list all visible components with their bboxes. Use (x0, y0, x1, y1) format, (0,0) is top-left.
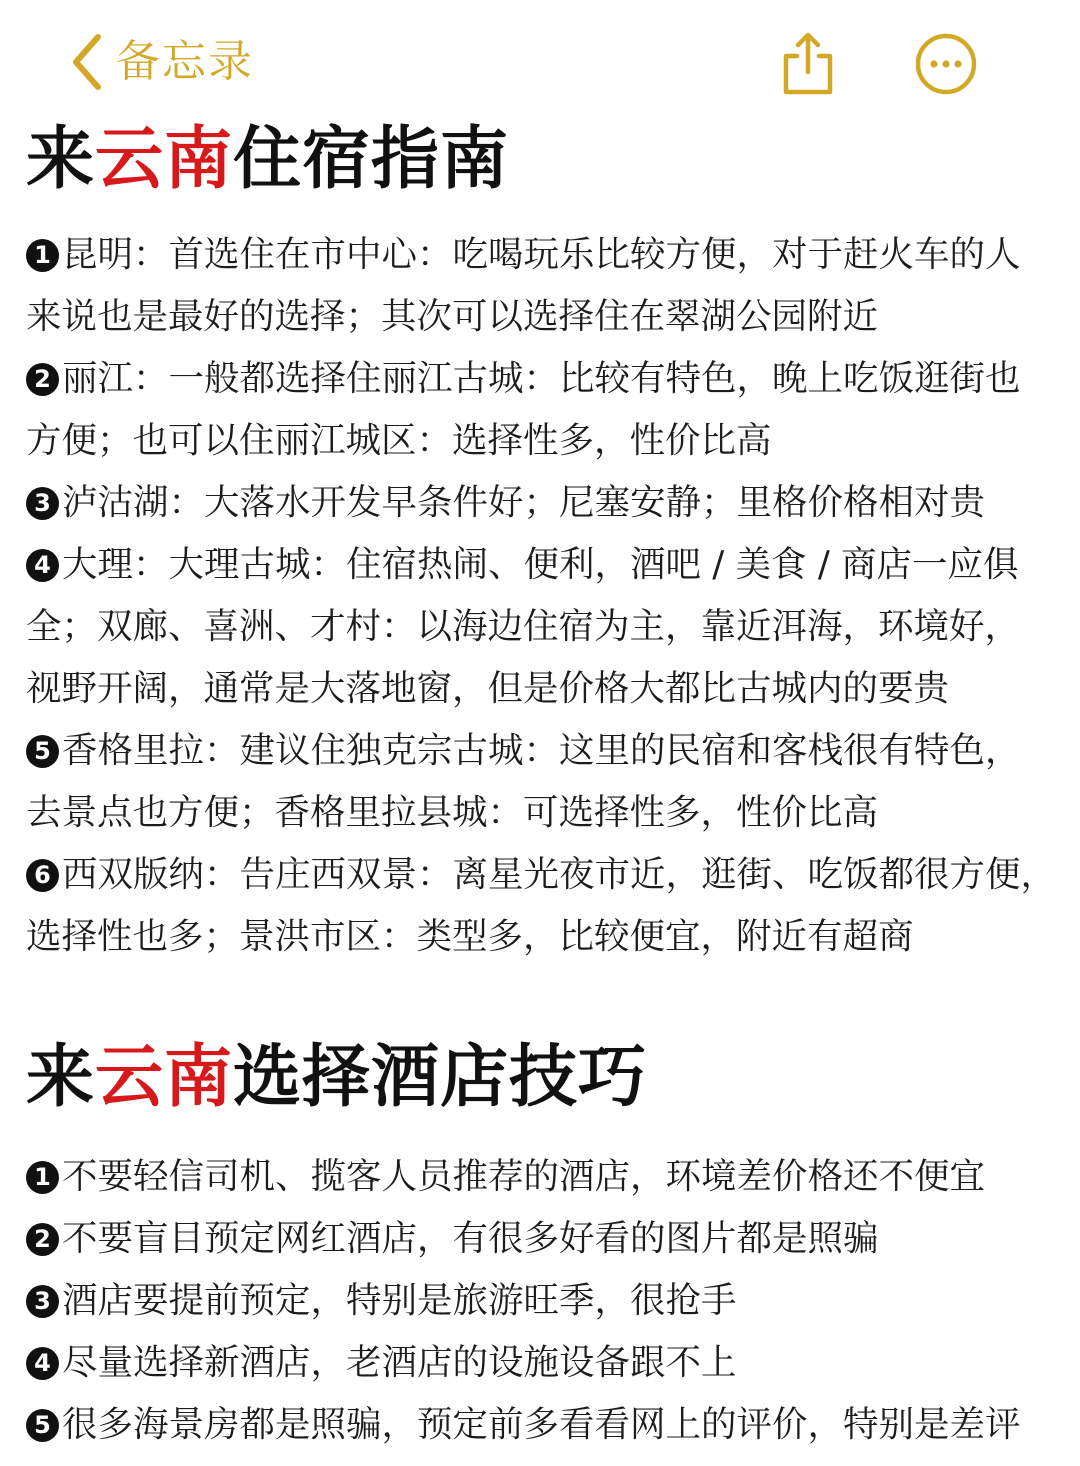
section2-body (26, 1146, 1060, 1456)
list-item-text: 不要轻信司机、揽客人员推荐的酒店，环境差价格还不便宜 (62, 1156, 986, 1197)
list-item (26, 658, 1060, 720)
section1-title-highlight: 云南 (95, 120, 234, 199)
number-badge: 3 (26, 1285, 59, 1318)
section2-title-highlight: 云南 (95, 1038, 234, 1117)
list-item (26, 224, 1060, 286)
list-item-text: 去景点也方便；香格里拉县城：可选择性多，性价比高 (26, 792, 879, 833)
nav-bar (0, 0, 1080, 120)
number-badge: 4 (26, 549, 59, 582)
list-item (26, 348, 1060, 410)
chevron-left-icon (70, 31, 104, 93)
list-item-text: 香格里拉：建议住独克宗古城：这里的民宿和客栈很有特色， (62, 730, 1021, 771)
list-item-text: 丽江：一般都选择住丽江古城：比较有特色，晚上吃饭逛街也 (62, 358, 1021, 399)
more-icon (914, 81, 978, 100)
list-item (26, 286, 1060, 348)
section1-title-suffix: 住宿指南 (233, 120, 510, 199)
list-item (26, 1146, 1060, 1208)
section2-title-suffix: 选择酒店技巧 (233, 1038, 648, 1117)
more-button[interactable] (914, 32, 978, 96)
section1-title (26, 120, 1060, 200)
number-badge: 1 (26, 1161, 59, 1194)
list-item-text: 泸沽湖：大落水开发早条件好；尼塞安静；里格价格相对贵 (62, 482, 986, 523)
section2-title (26, 1038, 1060, 1118)
section1-body (26, 224, 1060, 968)
list-item-text: 昆明：首选住在市中心：吃喝玩乐比较方便，对于赶火车的人 (62, 234, 1021, 275)
list-item (26, 844, 1060, 906)
list-item-text: 大理：大理古城：住宿热闹、便利，酒吧 / 美食 / 商店一应俱 (62, 544, 1019, 585)
share-button[interactable] (778, 30, 838, 96)
number-badge: 3 (26, 487, 59, 520)
list-item (26, 596, 1060, 658)
list-item-text: 西双版纳：告庄西双景：离星光夜市近，逛街、吃饭都很方便， (62, 854, 1057, 895)
back-label: 备忘录 (116, 36, 254, 87)
list-item-text: 很多海景房都是照骗，预定前多看看网上的评价，特别是差评 (62, 1404, 1021, 1445)
list-item-text: 方便；也可以住丽江城区：选择性多，性价比高 (26, 420, 772, 461)
number-badge: 2 (26, 1223, 59, 1256)
list-item-text: 不要盲目预定网红酒店，有很多好看的图片都是照骗 (62, 1218, 879, 1259)
list-item (26, 1332, 1060, 1394)
note-content (26, 120, 1060, 1456)
list-item (26, 720, 1060, 782)
list-item-text: 选择性也多；景洪市区：类型多，比较便宜，附近有超商 (26, 916, 914, 957)
list-item (26, 534, 1060, 596)
list-item (26, 472, 1060, 534)
number-badge: 2 (26, 363, 59, 396)
list-item (26, 410, 1060, 472)
list-item-text: 酒店要提前预定，特别是旅游旺季，很抢手 (62, 1280, 737, 1321)
number-badge: 6 (26, 859, 59, 892)
number-badge: 5 (26, 1409, 59, 1442)
number-badge: 1 (26, 239, 59, 272)
list-item (26, 1208, 1060, 1270)
list-item-text: 视野开阔，通常是大落地窗，但是价格大都比古城内的要贵 (26, 668, 950, 709)
list-item (26, 782, 1060, 844)
list-item (26, 906, 1060, 968)
list-item-text: 全；双廊、喜洲、才村：以海边住宿为主，靠近洱海，环境好， (26, 606, 1021, 647)
list-item-text: 来说也是最好的选择；其次可以选择住在翠湖公园附近 (26, 296, 879, 337)
number-badge: 5 (26, 735, 59, 768)
list-item (26, 1270, 1060, 1332)
list-item-text: 尽量选择新酒店，老酒店的设施设备跟不上 (62, 1342, 737, 1383)
section2-title-prefix: 来 (26, 1038, 96, 1117)
share-icon (778, 81, 838, 100)
list-item (26, 1394, 1060, 1456)
back-button[interactable] (70, 30, 254, 94)
number-badge: 4 (26, 1347, 59, 1380)
section1-title-prefix: 来 (26, 120, 96, 199)
